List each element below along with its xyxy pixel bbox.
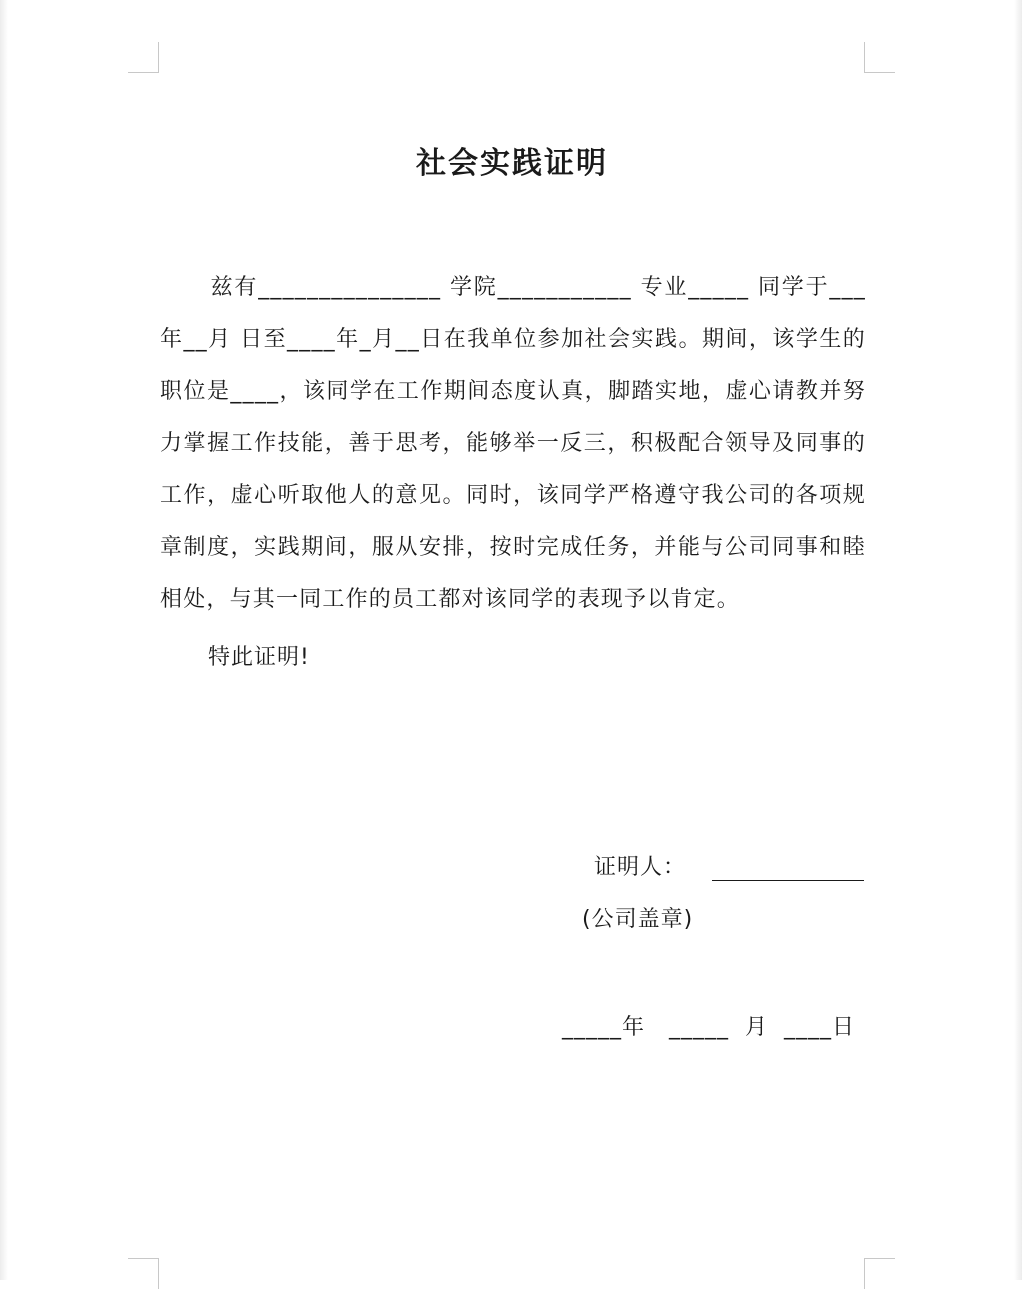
margin-mark-top-right [864,42,895,73]
page-edge-left [0,0,8,1280]
signature-blank-line [712,846,864,881]
document-title: 社会实践证明 [416,146,608,181]
margin-mark-bottom-left [128,1258,159,1289]
date-line: _____年 _____ 月 ____日 [562,1015,855,1040]
company-seal-label: (公司盖章) [582,907,694,932]
signature-label: 证明人： [594,855,687,880]
closing-statement: 特此证明! [208,645,310,670]
body-paragraph: 兹有_______________ 学院___________ 专业_____ 同学于___年__月 日至____年_月__日在我单位参加社会实践。期间，该学生的职位是____，该同学在工作期间态度认真，脚踏实地，虚心请教并努力掌握工作技能，善于思考，能够举一反三，积极配合领导及同事的工作，虚心听取他人的意见。同时，该同学严格遵守我公司的各项规章制度，实践期间，服从安排，按时完成任务，并能与公司同事和睦相处，与其一同工作的员工都对该同学的表现予以肯定。 [160,275,866,612]
margin-mark-bottom-right [864,1258,895,1289]
page-edge-right [1014,0,1022,1280]
margin-mark-top-left [128,42,159,73]
